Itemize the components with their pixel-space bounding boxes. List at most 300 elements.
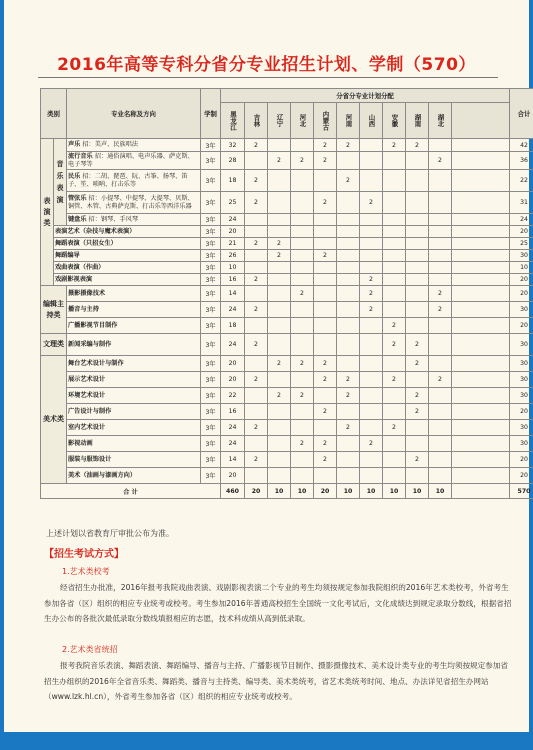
header-province: 河北 xyxy=(291,103,314,139)
quota-cell: 2 xyxy=(314,372,337,388)
header-total: 合计 xyxy=(510,89,533,139)
quota-cell xyxy=(383,226,406,238)
quota-cell: 2 xyxy=(245,452,268,468)
summary-cell: 10 xyxy=(383,484,406,499)
quota-cell xyxy=(291,214,314,226)
quota-cell: 20 xyxy=(221,226,245,238)
major-title: 戏剧影视表演 xyxy=(55,275,93,283)
major-detail: 招：美声、民族唱法 xyxy=(82,141,139,148)
duration-cell: 3年 xyxy=(201,318,221,334)
quota-cell: 2 xyxy=(337,420,360,436)
duration-cell: 3年 xyxy=(201,139,221,152)
duration-cell: 3年 xyxy=(201,274,221,286)
table-row xyxy=(41,214,533,226)
quota-cell xyxy=(383,302,406,318)
quota-cell: 2 xyxy=(314,356,337,372)
quota-cell xyxy=(291,250,314,262)
spacer-cell xyxy=(452,452,510,468)
header-province: 湖北 xyxy=(429,103,452,139)
quota-cell xyxy=(360,372,383,388)
quota-cell: 2 xyxy=(406,139,429,152)
section-title: 招生考试方式 xyxy=(54,549,114,560)
quota-cell xyxy=(314,226,337,238)
major-name xyxy=(67,420,201,436)
quota-cell xyxy=(360,238,383,250)
category-music: 音乐表演 xyxy=(54,139,67,226)
quota-cell xyxy=(360,152,383,170)
quota-cell: 2 xyxy=(337,139,360,152)
major-title: 民乐 xyxy=(68,172,81,180)
quota-cell xyxy=(337,192,360,214)
major-name xyxy=(54,226,201,238)
quota-cell xyxy=(291,238,314,250)
quota-cell: 20 xyxy=(221,372,245,388)
quota-cell xyxy=(337,452,360,468)
quota-cell xyxy=(429,238,452,250)
major-title: 广播影视节目制作 xyxy=(68,321,118,329)
table-row xyxy=(41,192,533,214)
major-detail: 招：钢琴、手风琴 xyxy=(88,215,139,223)
major-name xyxy=(67,468,201,484)
subsection-2-text: 报考我院音乐表演、舞蹈表演、舞蹈编导、播音与主持、广播影视节目制作、摄影摄像技术、美术设计类专业的考生均须按规定参加省招生办组织的2016年全省音乐类、舞蹈类、播音与主持类、编导类、美术类统考，省艺术类统考时间、地点、办法详见省招生办网站（www.lzk.hl.cn），外省考生参加各省（区）组织的相应专业统考或校考。 xyxy=(44,661,509,701)
major-name xyxy=(67,286,201,302)
quota-cell xyxy=(429,318,452,334)
spacer-cell xyxy=(452,238,510,250)
spacer-cell xyxy=(452,170,510,192)
table-row xyxy=(41,250,533,262)
row-total: 30 xyxy=(510,420,533,436)
quota-cell xyxy=(291,302,314,318)
table-row xyxy=(41,452,533,468)
quota-cell xyxy=(268,286,291,302)
quota-cell: 18 xyxy=(221,318,245,334)
header-province: 吉林 xyxy=(245,103,268,139)
major-title: 美术（油画与漆画方向） xyxy=(68,471,137,479)
quota-cell xyxy=(245,436,268,452)
duration-cell: 3年 xyxy=(201,436,221,452)
quota-cell xyxy=(268,436,291,452)
major-name xyxy=(54,250,201,262)
quota-cell xyxy=(406,192,429,214)
header-province-group: 分省分专业计划分配 xyxy=(221,89,510,103)
table-row xyxy=(41,468,533,484)
summary-cell: 10 xyxy=(291,484,314,499)
row-total: 31 xyxy=(510,192,533,214)
quota-cell: 2 xyxy=(360,436,383,452)
quota-cell: 2 xyxy=(268,152,291,170)
quota-cell: 2 xyxy=(406,356,429,372)
quota-cell: 25 xyxy=(221,192,245,214)
enrollment-plan-table xyxy=(40,88,533,499)
quota-cell: 2 xyxy=(360,274,383,286)
quota-cell xyxy=(383,468,406,484)
quota-cell xyxy=(337,274,360,286)
spacer-cell xyxy=(452,192,510,214)
quota-cell xyxy=(337,468,360,484)
quota-cell: 2 xyxy=(383,372,406,388)
quota-cell xyxy=(314,170,337,192)
subsection-2-title: 2.艺术类省统招 xyxy=(62,645,118,654)
spacer-cell xyxy=(452,286,510,302)
quota-cell: 2 xyxy=(360,286,383,302)
quota-cell: 2 xyxy=(268,250,291,262)
summary-cell: 20 xyxy=(245,484,268,499)
quota-cell xyxy=(360,388,383,404)
quota-cell xyxy=(429,404,452,420)
category-literature: 文理类 xyxy=(41,334,67,356)
header-province: 内蒙古 xyxy=(314,103,337,139)
quota-cell: 2 xyxy=(268,388,291,404)
quota-cell: 2 xyxy=(406,404,429,420)
row-total: 20 xyxy=(510,318,533,334)
quota-cell xyxy=(406,318,429,334)
header-major: 专业名称及方向 xyxy=(67,89,201,139)
major-title: 广告设计与制作 xyxy=(68,407,112,415)
row-total: 42 xyxy=(510,139,533,152)
quota-cell: 14 xyxy=(221,452,245,468)
spacer-cell xyxy=(452,436,510,452)
quota-cell xyxy=(291,139,314,152)
quota-cell xyxy=(314,274,337,286)
table-row xyxy=(41,372,533,388)
quota-cell: 10 xyxy=(221,262,245,274)
quota-cell: 2 xyxy=(314,192,337,214)
quota-cell xyxy=(337,356,360,372)
quota-cell: 24 xyxy=(221,436,245,452)
major-name xyxy=(67,139,201,152)
quota-cell xyxy=(337,302,360,318)
duration-cell: 3年 xyxy=(201,286,221,302)
quota-cell xyxy=(314,318,337,334)
quota-cell xyxy=(245,388,268,404)
duration-cell: 3年 xyxy=(201,372,221,388)
quota-cell: 2 xyxy=(268,356,291,372)
quota-cell: 2 xyxy=(291,388,314,404)
quota-cell xyxy=(429,214,452,226)
quota-cell xyxy=(360,139,383,152)
duration-cell: 3年 xyxy=(201,404,221,420)
quota-cell xyxy=(360,420,383,436)
quota-cell xyxy=(268,226,291,238)
quota-cell: 2 xyxy=(314,436,337,452)
major-title: 舞台艺术设计与制作 xyxy=(68,359,124,367)
major-title: 舞蹈编导 xyxy=(55,251,80,259)
quota-cell: 28 xyxy=(221,152,245,170)
quota-cell xyxy=(291,170,314,192)
quota-cell: 2 xyxy=(314,152,337,170)
quota-cell: 2 xyxy=(406,334,429,356)
quota-cell: 2 xyxy=(337,388,360,404)
row-total: 20 xyxy=(510,404,533,420)
quota-cell xyxy=(406,436,429,452)
quota-cell xyxy=(314,214,337,226)
major-name xyxy=(67,318,201,334)
quota-cell: 2 xyxy=(245,302,268,318)
quota-cell xyxy=(360,404,383,420)
quota-cell: 18 xyxy=(221,170,245,192)
major-name xyxy=(67,388,201,404)
major-name xyxy=(67,436,201,452)
quota-cell xyxy=(245,262,268,274)
quota-cell: 2 xyxy=(245,192,268,214)
quota-cell xyxy=(268,372,291,388)
header-duration: 学制 xyxy=(201,89,221,139)
quota-cell: 2 xyxy=(245,170,268,192)
quota-cell xyxy=(406,372,429,388)
major-name xyxy=(67,334,201,356)
quota-cell: 2 xyxy=(383,334,406,356)
header-province: 湖南 xyxy=(406,103,429,139)
duration-cell: 3年 xyxy=(201,262,221,274)
row-total: 20 xyxy=(510,226,533,238)
quota-cell: 21 xyxy=(221,238,245,250)
quota-cell: 2 xyxy=(245,274,268,286)
spacer-cell xyxy=(452,318,510,334)
major-name xyxy=(67,356,201,372)
quota-cell xyxy=(429,334,452,356)
row-total: 30 xyxy=(510,250,533,262)
row-total: 30 xyxy=(510,302,533,318)
quota-cell xyxy=(314,334,337,356)
quota-cell xyxy=(383,238,406,250)
quota-cell xyxy=(360,262,383,274)
duration-cell: 3年 xyxy=(201,238,221,250)
section-bracket-right: 】 xyxy=(114,549,124,560)
quota-cell: 24 xyxy=(221,302,245,318)
quota-cell: 2 xyxy=(383,318,406,334)
row-total: 30 xyxy=(510,436,533,452)
quota-cell xyxy=(268,420,291,436)
section-bracket-left: 【 xyxy=(44,549,54,560)
quota-cell xyxy=(268,170,291,192)
subsection-1-text: 经省招生办批准，2016年报考我院戏曲表演、戏剧影视表演二个专业的考生均须按规定参加我院组织的2016年艺术类校考，外省考生参加各省（区）组织的相应专业统考或校考。考生参加2016年普通高校招生全国统一文化考试后，文化成绩达到规定录取分数线，根据省招生办公布的各批次最低录取分数线填报相应的志愿，技术科成绩从高到低录取。 xyxy=(44,583,512,623)
quota-cell: 2 xyxy=(406,388,429,404)
quota-cell: 2 xyxy=(245,372,268,388)
quota-cell xyxy=(268,452,291,468)
quota-cell xyxy=(268,404,291,420)
quota-cell xyxy=(429,388,452,404)
quota-cell xyxy=(337,250,360,262)
quota-cell xyxy=(268,468,291,484)
duration-cell: 3年 xyxy=(201,334,221,356)
summary-cell: 20 xyxy=(314,484,337,499)
major-title: 播音与主持 xyxy=(68,305,99,313)
quota-cell xyxy=(360,318,383,334)
quota-cell xyxy=(314,262,337,274)
duration-cell: 3年 xyxy=(201,302,221,318)
major-name xyxy=(67,214,201,226)
spacer-cell xyxy=(452,274,510,286)
category-arts: 美术类 xyxy=(41,356,67,484)
table-row xyxy=(41,436,533,452)
row-total: 22 xyxy=(510,170,533,192)
major-name xyxy=(54,262,201,274)
major-detail: 招：二胡、琵琶、阮、古筝、扬琴、笛子、笙、唢呐、打击乐等 xyxy=(68,172,188,188)
quota-cell xyxy=(406,468,429,484)
spacer-cell xyxy=(452,214,510,226)
quota-cell: 2 xyxy=(291,436,314,452)
header-province: 河南 xyxy=(337,103,360,139)
duration-cell: 3年 xyxy=(201,192,221,214)
row-total: 36 xyxy=(510,152,533,170)
quota-cell xyxy=(268,334,291,356)
quota-cell xyxy=(337,262,360,274)
quota-cell xyxy=(406,152,429,170)
quota-cell xyxy=(245,214,268,226)
table-row xyxy=(41,262,533,274)
quota-cell xyxy=(406,170,429,192)
page-title: 2016年高等专科分省分专业招生计划、学制（570） xyxy=(57,55,476,75)
quota-cell: 14 xyxy=(221,286,245,302)
quota-cell xyxy=(406,226,429,238)
spacer-cell xyxy=(452,420,510,436)
quota-cell xyxy=(245,468,268,484)
quota-cell xyxy=(291,318,314,334)
major-name xyxy=(67,452,201,468)
quota-cell xyxy=(268,214,291,226)
quota-cell xyxy=(383,152,406,170)
major-title: 流行音乐 xyxy=(68,152,93,160)
quota-cell xyxy=(383,274,406,286)
quota-cell xyxy=(383,388,406,404)
header-province: 山西 xyxy=(360,103,383,139)
major-name xyxy=(67,152,201,170)
quota-cell xyxy=(429,274,452,286)
major-title: 服装与服饰设计 xyxy=(68,455,112,463)
major-title: 键盘乐 xyxy=(68,215,87,223)
quota-cell: 2 xyxy=(429,286,452,302)
quota-cell xyxy=(314,302,337,318)
major-title: 影视动画 xyxy=(68,439,93,447)
table-row xyxy=(41,318,533,334)
duration-cell: 3年 xyxy=(201,468,221,484)
quota-cell xyxy=(383,262,406,274)
quota-cell: 32 xyxy=(221,139,245,152)
quota-cell xyxy=(337,214,360,226)
quota-cell xyxy=(337,334,360,356)
summary-cell: 10 xyxy=(406,484,429,499)
quota-cell: 2 xyxy=(245,139,268,152)
quota-cell: 2 xyxy=(245,238,268,250)
table-row xyxy=(41,404,533,420)
summary-label: 合 计 xyxy=(41,484,221,499)
quota-cell xyxy=(429,468,452,484)
quota-cell xyxy=(268,192,291,214)
table-row xyxy=(41,152,533,170)
quota-cell xyxy=(360,250,383,262)
bottom-strip xyxy=(0,732,533,750)
quota-cell xyxy=(291,262,314,274)
spacer-cell xyxy=(452,302,510,318)
quota-cell xyxy=(360,356,383,372)
row-total: 25 xyxy=(510,238,533,250)
quota-cell: 20 xyxy=(221,356,245,372)
quota-cell xyxy=(268,139,291,152)
spacer-cell xyxy=(452,468,510,484)
quota-cell xyxy=(360,226,383,238)
title-divider xyxy=(38,77,498,78)
duration-cell: 3年 xyxy=(201,170,221,192)
summary-row xyxy=(41,484,533,499)
quota-cell xyxy=(383,250,406,262)
quota-cell: 2 xyxy=(291,152,314,170)
table-row xyxy=(41,356,533,372)
row-total: 10 xyxy=(510,262,533,274)
major-name xyxy=(67,372,201,388)
quota-cell: 2 xyxy=(337,372,360,388)
quota-cell xyxy=(383,452,406,468)
subsection-1-title: 1.艺术类校考 xyxy=(62,567,110,576)
table-header-row-1 xyxy=(41,89,533,103)
summary-total: 570 xyxy=(510,484,533,499)
quota-cell xyxy=(268,262,291,274)
quota-cell: 24 xyxy=(221,420,245,436)
major-title: 声乐 xyxy=(68,141,81,148)
table-row xyxy=(41,226,533,238)
table-footnote: 上述计划以省教育厅审批公布为准。 xyxy=(46,529,174,538)
spacer-cell xyxy=(452,250,510,262)
table-row xyxy=(41,420,533,436)
row-total: 30 xyxy=(510,334,533,356)
quota-cell xyxy=(337,226,360,238)
category-editing: 编辑主持类 xyxy=(41,286,67,334)
header-province: 黑龙江 xyxy=(221,103,245,139)
header-province: 辽宁 xyxy=(268,103,291,139)
quota-cell xyxy=(406,238,429,250)
quota-cell xyxy=(360,334,383,356)
quota-cell: 2 xyxy=(429,152,452,170)
major-name xyxy=(67,404,201,420)
quota-cell xyxy=(268,274,291,286)
quota-cell: 2 xyxy=(360,302,383,318)
quota-cell: 2 xyxy=(291,356,314,372)
quota-cell: 2 xyxy=(429,372,452,388)
major-title: 管弦乐 xyxy=(68,194,87,202)
quota-cell xyxy=(337,404,360,420)
table-row xyxy=(41,274,533,286)
quota-cell xyxy=(383,214,406,226)
quota-cell xyxy=(360,452,383,468)
quota-cell xyxy=(337,152,360,170)
category-performance: 表演类 xyxy=(41,139,54,286)
quota-cell xyxy=(268,318,291,334)
table-row xyxy=(41,139,533,152)
row-total: 20 xyxy=(510,286,533,302)
row-total: 20 xyxy=(510,452,533,468)
quota-cell xyxy=(291,334,314,356)
spacer-cell xyxy=(452,139,510,152)
quota-cell xyxy=(245,250,268,262)
duration-cell: 3年 xyxy=(201,214,221,226)
quota-cell: 26 xyxy=(221,250,245,262)
quota-cell xyxy=(429,139,452,152)
duration-cell: 3年 xyxy=(201,388,221,404)
quota-cell xyxy=(291,372,314,388)
table-row xyxy=(41,170,533,192)
table-row xyxy=(41,302,533,318)
row-total: 30 xyxy=(510,372,533,388)
table-row xyxy=(41,334,533,356)
quota-cell xyxy=(291,226,314,238)
quota-cell xyxy=(291,404,314,420)
quota-cell xyxy=(291,192,314,214)
quota-cell: 2 xyxy=(383,420,406,436)
quota-cell xyxy=(337,318,360,334)
major-name xyxy=(67,192,201,214)
duration-cell: 3年 xyxy=(201,356,221,372)
quota-cell xyxy=(383,170,406,192)
major-name xyxy=(54,274,201,286)
